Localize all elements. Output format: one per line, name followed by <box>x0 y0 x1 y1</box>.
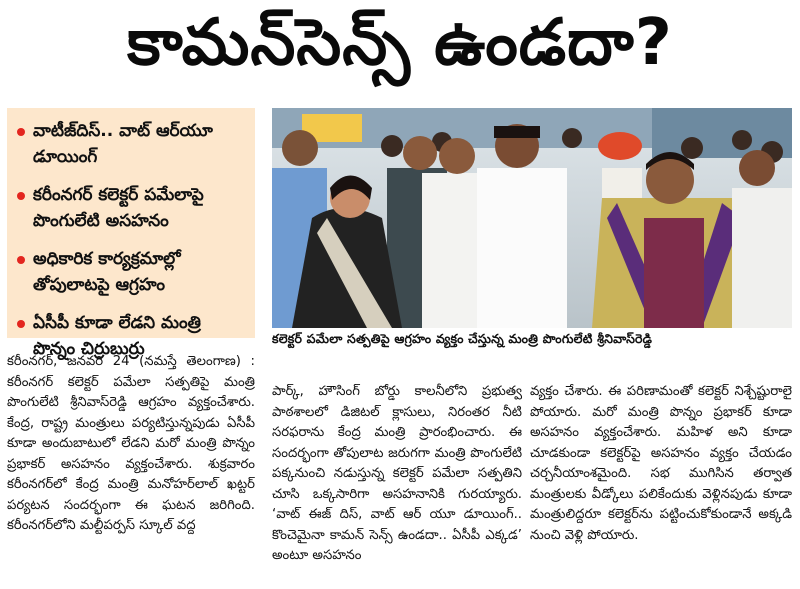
news-photo <box>272 108 792 328</box>
article-column-2 <box>272 382 522 567</box>
highlights-box <box>7 108 255 359</box>
highlight-text: వాటీజ్‌దిస్‌.. వాట్‌ ఆర్‌యూ డూయింగ్‌ <box>33 121 213 167</box>
bullet-icon <box>17 256 25 264</box>
article-column-3 <box>530 382 792 546</box>
highlight-item <box>17 118 247 170</box>
bullet-icon <box>17 192 25 200</box>
highlight-text: ఏసీపీ కూడా లేడని మంత్రి పొన్నం చిర్రుబుర్రు <box>33 313 201 359</box>
photo-caption: కలెక్టర్‌ పమేలా సత్పతిపై ఆగ్రహం వ్యక్తం చేస్తున్న మంత్రి పొంగులేటి శ్రీనివాస్‌రెడ్డి <box>272 331 653 346</box>
highlight-text: అధికారిక కార్యక్రమాల్లో తోపులాటపై ఆగ్రహం <box>33 249 181 295</box>
article-paragraph: పార్క్‌, హౌసింగ్‌ బోర్డు కాలనీలోని ప్రభుత్వ పాఠశాలలో డిజిటల్‌ క్లాసులు, నిరంతర నీటి సరఫరాను కేంద్ర మంత్రి ప్రారంభించారు. ఈ సందర్భంగా తోపులాట జరుగగా మంత్రి పొంగులేటి పక్కనుంచి నడుస్తున్న కలెక్టర్‌ పమేలా సత్పతిని చూసి ఒక్కసారిగా అసహనానికి గురయ్యారు. ‘వాట్‌ ఈజ్‌ దిస్‌, వాట్‌ ఆర్‌ యూ డూయింగ్‌.. కొంచెమైనా కామన్‌ సెన్స్‌ ఉండదా.. ఏసీపీ ఎక్కడ’ అంటూ అసహనం <box>272 384 522 563</box>
headline: కామన్‌సెన్స్‌ ఉండదా? <box>127 5 673 80</box>
highlight-text: కరీంనగర్‌ కలెక్టర్‌ పమేలాపై పొంగులేటి అసహనం <box>33 185 204 231</box>
bullet-icon <box>17 320 25 328</box>
article-column-1 <box>7 352 255 537</box>
highlight-item <box>17 246 247 298</box>
article-paragraph: వ్యక్తం చేశారు. ఈ పరిణామంతో కలెక్టర్‌ నిశ్చేష్టురాలై పోయారు. మరో మంత్రి పొన్నం ప్రభాకర్‌ కూడా అసహనం వ్యక్తంచేశారు. మహిళ అని కూడా చూడకుండా కలెక్టర్‌పై అసహనం వ్యక్తం చేయడం చర్చనీయాంశమైంది. సభ ముగిసిన తర్వాత మంత్రులకు వీడ్కోలు పలికేందుకు వెళ్లినపుడు కూడా మంత్రులిద్దరూ కలెక్టర్‌ను పట్టించుకోకుండానే అక్కడి నుంచి వెళ్లి పోయారు. <box>530 384 792 543</box>
article-paragraph: కరీంనగర్‌, జనవరి 24 (నమస్తే తెలంగాణ) : కరీంనగర్‌ కలెక్టర్‌ పమేలా సత్పతిపై మంత్రి పొంగులేటి శ్రీనివాస్‌రెడ్డి ఆగ్రహం వ్యక్తంచేశారు. కేంద్ర, రాష్ట్ర మంత్రులు పర్యటిస్తున్నపుడు ఏసీపీ కూడా అందుబాటులో లేడని మరో మంత్రి పొన్నం ప్రభాకర్‌ అసహనం వ్యక్తంచేశారు. శుక్రవారం కరీంనగర్‌లో కేంద్ర మంత్రి మనోహర్‌లాల్‌ ఖట్టర్‌ పర్యటన సందర్భంగా ఈ ఘటన జరిగింది. కరీంనగర్‌లోని మల్టీపర్పస్‌ స్కూల్‌ వద్ద <box>7 354 255 533</box>
bullet-icon <box>17 128 25 136</box>
highlight-item <box>17 182 247 234</box>
